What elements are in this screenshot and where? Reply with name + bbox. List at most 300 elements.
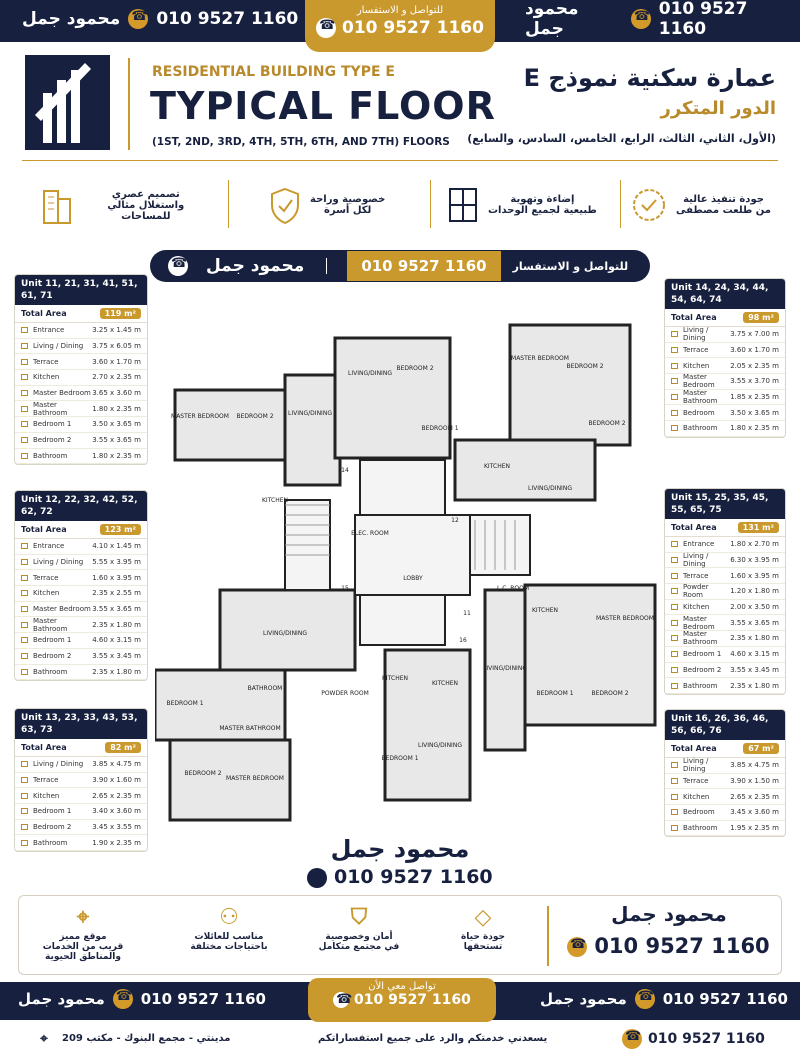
bottom-contact-phone-row[interactable]: [567, 934, 782, 958]
total-area-value: 67 m²: [743, 743, 779, 754]
room-icon: [21, 374, 28, 380]
bottom-feature-line1: جودة حياة: [460, 932, 506, 942]
header-floors-en: (1ST, 2ND, 3RD, 4TH, 5TH, 6TH, AND 7TH) FLOORS: [152, 136, 450, 148]
room-name: Master Bathroom: [33, 400, 68, 417]
unit-14-block: [510, 325, 630, 445]
phone-icon: [333, 992, 349, 1008]
unit-room-row: [665, 327, 785, 343]
room-icon: [671, 651, 678, 657]
unit-room-row: [665, 568, 785, 584]
room-name: Bedroom 1: [33, 420, 72, 429]
room-name: Kitchen: [683, 603, 710, 612]
footer-address: مدينتي - مجمع البنوك - مكتب 209: [62, 1033, 231, 1044]
floor-plan: [155, 290, 660, 830]
room-icon: [21, 793, 28, 799]
room-icon: [21, 343, 28, 349]
plan-bedroom-label: BEDROOM 1: [421, 425, 459, 432]
room-name: Living / Dining: [683, 757, 709, 774]
plan-bedroom-label: BEDROOM 1: [536, 690, 574, 697]
plan-bedroom-label: BEDROOM 2: [184, 770, 222, 777]
room-size: 2.00 x 3.50 m: [730, 603, 779, 612]
total-area-value: 98 m²: [743, 312, 779, 323]
room-name: Kitchen: [33, 373, 60, 382]
plan-elec-label: ELEC. ROOM: [351, 530, 389, 537]
unit-room-row: [15, 323, 147, 339]
bottom-right-contact[interactable]: [540, 989, 788, 1009]
unit-room-row: [15, 555, 147, 571]
window-icon: [446, 185, 480, 225]
building-icon: [40, 185, 74, 225]
plan-powder-label: POWDER ROOM: [321, 690, 369, 697]
header-rule: [22, 160, 778, 161]
top-right-contact[interactable]: [525, 0, 800, 38]
unit-rows: [665, 537, 785, 694]
bottom-contact-phone[interactable]: 010 9527 1160: [594, 934, 770, 958]
contact-bar-phone[interactable]: 010 9527 1160: [347, 251, 500, 281]
phone-icon: [316, 18, 336, 38]
room-size: 2.70 x 2.35 m: [92, 373, 141, 382]
room-icon: [671, 778, 678, 784]
plan-master-bath-label: MASTER BATHROOM: [219, 725, 281, 732]
room-name: Terrace: [33, 573, 59, 582]
top-right-phone[interactable]: 010 9527 1160: [658, 0, 748, 39]
bottom-feature-family: [179, 904, 279, 952]
room-icon: [21, 359, 28, 365]
unit-room-row: [15, 354, 147, 370]
bottom-feature-line2: في مجتمع متكامل: [318, 942, 400, 952]
room-size: 3.55 x 3.65 m: [730, 618, 779, 627]
top-center-phone[interactable]: 010 9527 1160: [341, 18, 484, 38]
room-size: 3.60 x 1.70 m: [92, 357, 141, 366]
room-name: Bedroom 2: [33, 823, 72, 832]
room-icon: [21, 777, 28, 783]
room-name: Bathroom: [683, 424, 718, 433]
unit-room-row: [15, 539, 147, 555]
room-icon: [21, 421, 28, 427]
room-name: Master Bedroom: [33, 605, 91, 614]
feature-line2: طبيعية لجميع الوحدات: [488, 205, 597, 216]
feature-line1: خصوصية وراحة: [310, 194, 386, 205]
room-size: 3.55 x 3.65 m: [92, 436, 141, 445]
unit-15-block: [525, 585, 655, 725]
contact-bar-label: للتواصل و الاستفسار: [512, 259, 629, 273]
unit-title: Unit 11, 21, 31, 41, 51, 61, 71: [15, 275, 147, 305]
room-name: Terrace: [683, 571, 709, 580]
room-size: 1.80 x 2.35 m: [730, 424, 779, 433]
room-icon: [671, 573, 678, 579]
unit-rows: [15, 323, 147, 464]
room-icon: [671, 425, 678, 431]
feature-separator: [228, 180, 229, 228]
total-area-label: Total Area: [671, 313, 717, 322]
room-icon: [21, 622, 28, 628]
room-size: 1.80 x 2.35 m: [92, 451, 141, 460]
bottom-panel-divider: [547, 906, 549, 966]
room-icon: [671, 588, 678, 594]
room-icon: [21, 808, 28, 814]
unit-room-row: [15, 804, 147, 820]
room-name: Living / Dining: [683, 326, 709, 343]
phone-icon: [113, 989, 133, 1009]
unit-room-row: [15, 339, 147, 355]
room-icon: [671, 557, 678, 563]
room-size: 2.05 x 2.35 m: [730, 361, 779, 370]
stair-right: [470, 515, 530, 575]
plan-living-label: LIVING/DINING: [288, 410, 332, 417]
header-subtitle-en: RESIDENTIAL BUILDING TYPE E: [152, 64, 395, 80]
bottom-feature-line2: قريب من الخدمات: [42, 942, 124, 952]
bottom-center-contact[interactable]: [308, 978, 496, 1022]
bottom-center-label: تواصل معي الأن: [368, 981, 436, 992]
room-name: Entrance: [33, 326, 65, 335]
bottom-feature-line3: والمناطق الحيوية: [45, 952, 121, 962]
top-right-name: محمود جمل: [525, 0, 579, 39]
room-icon: [21, 761, 28, 767]
unit-room-row: [665, 421, 785, 437]
plan-lc-label: L.C. ROOM: [496, 585, 530, 592]
room-name: Kitchen: [683, 361, 710, 370]
unit-room-row: [665, 805, 785, 821]
feature-line1: إضاءة وتهوية: [510, 194, 575, 205]
room-size: 2.35 x 2.55 m: [92, 589, 141, 598]
room-size: 2.65 x 2.35 m: [730, 792, 779, 801]
diamond-icon: ◇: [474, 905, 492, 930]
plan-unit-number: 14: [341, 467, 349, 474]
room-name: Terrace: [33, 357, 59, 366]
plan-master-label: MASTER BEDROOM: [596, 615, 654, 622]
room-name: Master Bedroom: [683, 614, 715, 631]
unit-16-block: [385, 650, 470, 800]
unit-room-row: [15, 370, 147, 386]
room-size: 3.60 x 1.70 m: [730, 346, 779, 355]
plan-bedroom-label: BEDROOM 2: [588, 420, 626, 427]
room-name: Master Bathroom: [683, 389, 718, 406]
room-size: 3.90 x 1.50 m: [730, 777, 779, 786]
unit-14-living-block: [455, 440, 595, 500]
room-icon: [671, 394, 678, 400]
plan-kitchen-label: KITCHEN: [532, 607, 558, 614]
unit-room-row: [665, 789, 785, 805]
bottom-feature-line1: مناسب للعائلات: [194, 932, 264, 942]
room-size: 3.40 x 3.60 m: [92, 807, 141, 816]
room-size: 3.75 x 7.00 m: [730, 330, 779, 339]
unit-room-row: [15, 665, 147, 681]
room-size: 1.60 x 3.95 m: [92, 573, 141, 582]
phone-icon: [622, 1029, 642, 1049]
unit-room-row: [665, 374, 785, 390]
room-size: 4.60 x 3.15 m: [92, 636, 141, 645]
unit-room-row: [665, 631, 785, 647]
room-size: 4.10 x 1.45 m: [92, 542, 141, 551]
bottom-bar: [0, 982, 800, 1020]
bottom-feature-quality: [433, 904, 533, 952]
top-center-contact[interactable]: [305, 0, 495, 52]
room-icon: [671, 541, 678, 547]
plan-bedroom-label: BEDROOM 2: [566, 363, 604, 370]
unit-title: Unit 12, 22, 32, 42, 52, 62, 72: [15, 491, 147, 521]
plan-bedroom-label: BEDROOM 1: [166, 700, 204, 707]
plan-master-label: MASTER BEDROOM: [226, 775, 284, 782]
bottom-left-phone[interactable]: 010 9527 1160: [140, 990, 266, 1008]
unit-room-row: [15, 602, 147, 618]
bottom-features-panel: [18, 895, 782, 975]
room-size: 3.55 x 3.65 m: [92, 605, 141, 614]
feature-light: [446, 170, 616, 240]
bottom-center-phone[interactable]: 010 9527 1160: [353, 992, 471, 1008]
unit-room-row: [15, 570, 147, 586]
unit-card-14: [664, 278, 786, 438]
shield-check-icon: [268, 185, 302, 225]
room-name: Terrace: [683, 777, 709, 786]
unit-room-row: [665, 758, 785, 774]
bottom-right-phone[interactable]: 010 9527 1160: [662, 990, 788, 1008]
room-icon: [21, 637, 28, 643]
room-icon: [21, 327, 28, 333]
room-icon: [671, 794, 678, 800]
room-icon: [21, 559, 28, 565]
plan-unit-number: 16: [459, 637, 467, 644]
bottom-contact-name: محمود جمل: [611, 902, 727, 926]
unit-room-row: [665, 774, 785, 790]
plan-living-label: LIVING/DINING: [263, 630, 307, 637]
room-size: 3.45 x 3.55 m: [92, 823, 141, 832]
room-icon: [21, 669, 28, 675]
bottom-feature-line1: أمان وخصوصية: [325, 932, 393, 942]
footer-phone[interactable]: 010 9527 1160: [648, 1030, 765, 1047]
room-name: Kitchen: [33, 589, 60, 598]
room-icon: [671, 620, 678, 626]
unit-14-left-block: [335, 338, 450, 458]
header-floors-ar: (الأول، الثاني، الثالث، الرابع، الخامس، السادس، والسابع): [467, 132, 776, 145]
feature-line2: واستغلال مثالي للمساحات: [107, 199, 185, 222]
room-icon: [671, 410, 678, 416]
header-subtitle-ar: الدور المتكرر: [660, 98, 776, 119]
room-icon: [671, 762, 678, 768]
room-icon: [21, 453, 28, 459]
room-size: 2.35 x 1.80 m: [92, 620, 141, 629]
room-name: Bathroom: [683, 681, 718, 690]
room-icon: [671, 683, 678, 689]
unit-rows: [665, 327, 785, 437]
room-icon: [21, 437, 28, 443]
room-name: Kitchen: [33, 791, 60, 800]
plan-living-label: LIVING/DINING: [483, 665, 527, 672]
total-area-label: Total Area: [21, 743, 67, 752]
unit-room-row: [15, 586, 147, 602]
room-name: Living / Dining: [33, 558, 84, 567]
room-icon: [671, 635, 678, 641]
plan-living-label: LIVING/DINING: [528, 485, 572, 492]
unit-room-row: [15, 386, 147, 402]
feature-separator: [430, 180, 431, 228]
unit-card-11: [14, 274, 148, 465]
unit-title: Unit 15, 25, 35, 45, 55, 65, 75: [665, 489, 785, 519]
room-size: 3.75 x 6.05 m: [92, 342, 141, 351]
room-name: Terrace: [33, 776, 59, 785]
shield-check-icon: ⛉: [350, 905, 368, 930]
room-name: Powder Room: [683, 583, 709, 600]
room-name: Bathroom: [33, 667, 68, 676]
total-area-label: Total Area: [671, 523, 717, 532]
plan-master-label: MASTER BEDROOM: [511, 355, 569, 362]
footer-note: يسعدني خدمتكم والرد على جميع استفساراتكم: [318, 1033, 548, 1044]
unit-card-12: [14, 490, 148, 681]
room-size: 2.35 x 1.80 m: [730, 634, 779, 643]
phone-icon: [168, 256, 188, 276]
footer: [0, 1022, 800, 1055]
plan-unit-number: 12: [451, 517, 459, 524]
room-size: 3.55 x 3.45 m: [92, 652, 141, 661]
unit-room-row: [15, 649, 147, 665]
center-contact-phone-row[interactable]: [0, 866, 800, 888]
room-icon: [21, 575, 28, 581]
room-name: Living / Dining: [33, 760, 84, 769]
bottom-left-contact[interactable]: [18, 989, 266, 1009]
room-size: 2.35 x 1.80 m: [92, 667, 141, 676]
top-left-phone[interactable]: 010 9527 1160: [156, 9, 299, 29]
room-size: 1.60 x 3.95 m: [730, 571, 779, 580]
unit-room-row: [15, 773, 147, 789]
feature-quality: [630, 170, 790, 240]
plan-unit-number: 15: [341, 585, 349, 592]
feature-line2: لكل أسرة: [323, 205, 372, 216]
feature-separator: [620, 180, 621, 228]
bottom-feature-line2: باحتياجات مختلفة: [190, 942, 268, 952]
room-name: Bathroom: [683, 824, 718, 833]
unit-room-row: [665, 358, 785, 374]
plan-bedroom-label: BEDROOM 2: [591, 690, 629, 697]
unit-room-row: [665, 678, 785, 694]
room-name: Bedroom 2: [33, 652, 72, 661]
header-divider: [128, 58, 130, 150]
room-name: Entrance: [683, 540, 715, 549]
top-left-contact[interactable]: [22, 0, 298, 38]
bottom-feature-line1: موقع مميز: [59, 932, 107, 942]
unit-room-row: [15, 417, 147, 433]
plan-kitchen-label: KITCHEN: [262, 497, 288, 504]
room-name: Master Bedroom: [33, 389, 91, 398]
unit-11-block: [175, 390, 285, 460]
room-icon: [671, 604, 678, 610]
feature-line1: جودة تنفيذ عالية: [683, 194, 764, 205]
unit-room-row: [665, 390, 785, 406]
unit-room-row: [15, 820, 147, 836]
room-icon: [671, 809, 678, 815]
total-area-label: Total Area: [21, 525, 67, 534]
unit-card-13: [14, 708, 148, 852]
total-area-label: Total Area: [671, 744, 717, 753]
plan-kitchen-label: KITCHEN: [484, 463, 510, 470]
room-size: 3.85 x 4.75 m: [730, 761, 779, 770]
room-size: 6.30 x 3.95 m: [730, 556, 779, 565]
room-size: 3.90 x 1.60 m: [92, 776, 141, 785]
unit-11-living: [285, 375, 340, 485]
feature-privacy: [268, 170, 418, 240]
plan-kitchen-label: KITCHEN: [432, 680, 458, 687]
room-size: 3.55 x 3.45 m: [730, 665, 779, 674]
plan-kitchen-label: KITCHEN: [382, 675, 408, 682]
unit-room-row: [15, 633, 147, 649]
total-area-label: Total Area: [21, 309, 67, 318]
phone-icon: [567, 937, 587, 957]
total-area-value: 82 m²: [105, 742, 141, 753]
room-icon: [21, 390, 28, 396]
unit-room-row: [15, 788, 147, 804]
room-size: 1.90 x 2.35 m: [92, 838, 141, 847]
room-size: 1.85 x 2.35 m: [730, 393, 779, 402]
room-name: Master Bedroom: [683, 373, 715, 390]
center-contact-phone[interactable]: 010 9527 1160: [333, 866, 493, 888]
room-name: Terrace: [683, 346, 709, 355]
plan-lobby-label: LOBBY: [403, 575, 423, 582]
unit-room-row: [665, 600, 785, 616]
contact-bar[interactable]: [150, 250, 650, 282]
room-name: Bedroom: [683, 808, 715, 817]
plan-living-label: LIVING/DINING: [348, 370, 392, 377]
room-size: 3.85 x 4.75 m: [92, 760, 141, 769]
room-name: Living / Dining: [683, 552, 709, 569]
bottom-feature-security: [309, 904, 409, 952]
unit-room-row: [665, 537, 785, 553]
room-icon: [671, 825, 678, 831]
plan-bedroom-label: BEDROOM 1: [381, 755, 419, 762]
building-logo-icon: [25, 55, 110, 150]
total-area-value: 123 m²: [100, 524, 141, 535]
lobby-area: [355, 515, 470, 595]
bottom-feature-line2: تستحقها: [463, 942, 503, 952]
unit-title: Unit 16, 26, 36, 46, 56, 66, 76: [665, 710, 785, 740]
room-icon: [21, 543, 28, 549]
unit-room-row: [665, 647, 785, 663]
room-size: 3.65 x 3.60 m: [92, 389, 141, 398]
room-name: Bedroom: [683, 408, 715, 417]
contact-bar-name: محمود جمل: [206, 256, 305, 276]
unit-room-row: [665, 615, 785, 631]
header-title-ar: عمارة سكنية نموذج E: [523, 64, 776, 92]
unit-room-row: [15, 401, 147, 417]
room-name: Entrance: [33, 542, 65, 551]
plan-living-label: LIVING/DINING: [418, 742, 462, 749]
room-name: Bedroom 1: [683, 650, 722, 659]
room-name: Bedroom 1: [33, 807, 72, 816]
location-pin-icon: ⌖: [76, 905, 90, 930]
unit-room-row: [15, 757, 147, 773]
room-icon: [21, 406, 28, 412]
room-name: Bathroom: [33, 838, 68, 847]
room-name: Master Bathroom: [33, 616, 68, 633]
phone-icon: [307, 868, 327, 888]
location-pin-icon: ⌖: [40, 1030, 48, 1047]
total-area-value: 119 m²: [100, 308, 141, 319]
room-size: 3.45 x 3.60 m: [730, 808, 779, 817]
phone-icon: [128, 9, 148, 29]
plan-bathroom-label: BATHROOM: [247, 685, 283, 692]
bottom-feature-location: [33, 904, 133, 962]
header-title-en: TYPICAL FLOOR: [150, 84, 496, 128]
building-logo: [25, 55, 110, 150]
unit-room-row: [15, 449, 147, 465]
shaft-1: [360, 460, 445, 515]
room-icon: [21, 590, 28, 596]
center-contact-name: محمود جمل: [330, 835, 470, 863]
unit-room-row: [665, 553, 785, 569]
family-icon: ⚇: [219, 905, 239, 930]
feature-design: [40, 170, 210, 240]
room-name: Bedroom 1: [33, 636, 72, 645]
contact-bar-divider: [326, 258, 327, 274]
phone-icon: [635, 989, 655, 1009]
unit-room-row: [665, 405, 785, 421]
